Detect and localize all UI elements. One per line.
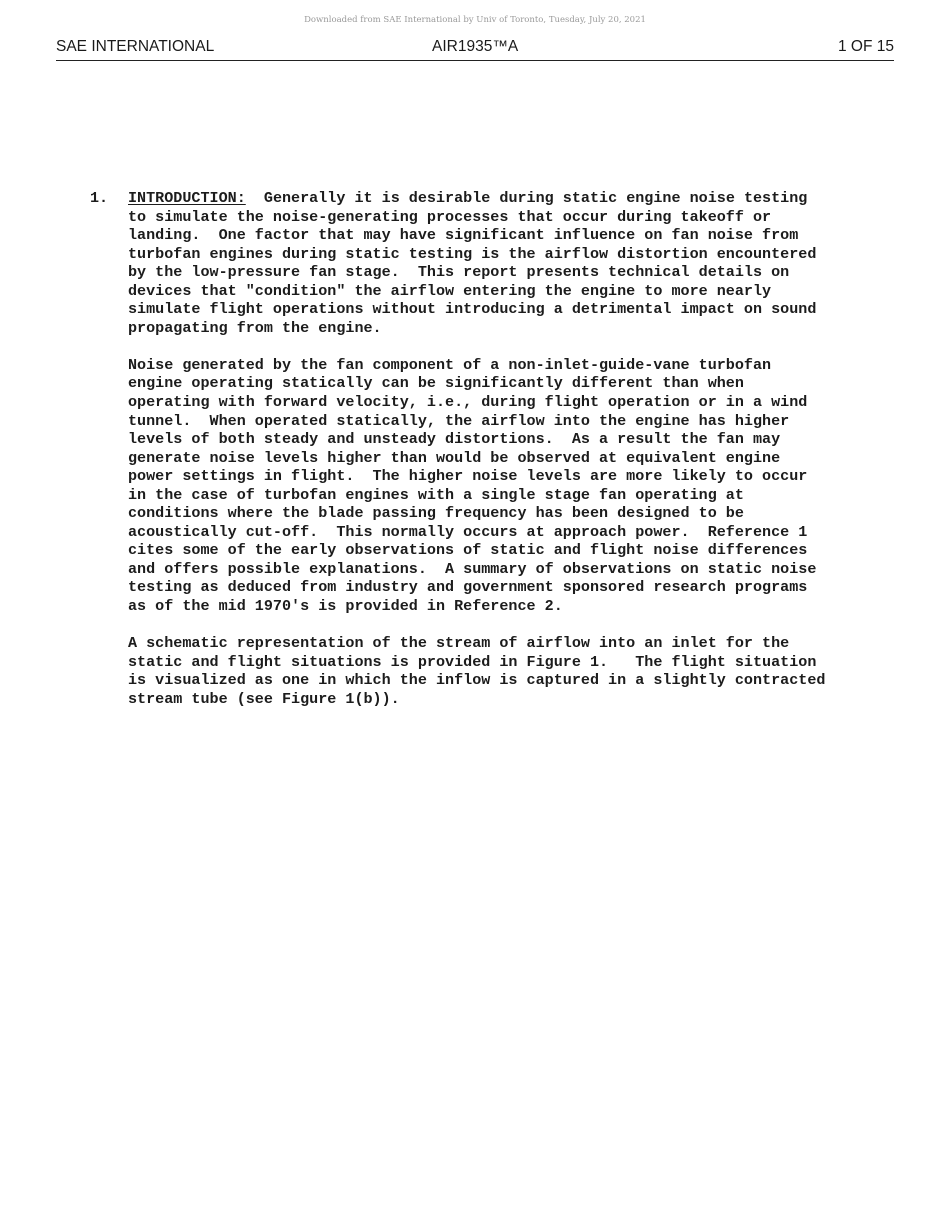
- paragraph-line: cites some of the early observations of static and flight noise differences: [128, 541, 808, 560]
- paragraph-line: acoustically cut-off. This normally occurs at approach power. Reference 1: [128, 522, 808, 541]
- intro-paragraph-3: [128, 634, 928, 708]
- paragraph-line: conditions where the blade passing frequency has been designed to be: [128, 504, 744, 523]
- intro-paragraph-1: [128, 189, 928, 337]
- paragraph-line: in the case of turbofan engines with a single stage fan operating at: [128, 485, 744, 504]
- publisher-name: SAE INTERNATIONAL: [56, 38, 215, 55]
- paragraph-line: simulate flight operations without introducing a detrimental impact on sound: [128, 300, 817, 319]
- paragraph-line: stream tube (see Figure 1(b)).: [128, 689, 400, 708]
- paragraph-line: devices that "condition" the airflow entering the engine to more nearly: [128, 281, 772, 300]
- paragraph-line: Noise generated by the fan component of a non-inlet-guide-vane turbofan: [128, 355, 772, 374]
- paragraph-line: generate noise levels higher than would be observed at equivalent engine: [128, 448, 781, 467]
- paragraph-line: propagating from the engine.: [128, 318, 382, 337]
- page-counter: 1 OF 15: [838, 38, 894, 55]
- paragraph-line: tunnel. When operated statically, the airflow into the engine has higher: [128, 411, 790, 430]
- paragraph-line: [128, 189, 928, 208]
- download-notice: Downloaded from SAE International by Univ of Toronto, Tuesday, July 20, 2021: [304, 15, 646, 25]
- paragraph-line: by the low-pressure fan stage. This report presents technical details on: [128, 263, 790, 282]
- page-header: [56, 38, 894, 61]
- paragraph-line: to simulate the noise-generating processes that occur during takeoff or: [128, 207, 772, 226]
- section-number: 1.: [90, 189, 109, 207]
- paragraph-line: turbofan engines during static testing is the airflow distortion encountered: [128, 244, 817, 263]
- paragraph-line: power settings in flight. The higher noise levels are more likely to occur: [128, 467, 808, 486]
- section-heading: INTRODUCTION:: [128, 189, 246, 207]
- paragraph-line: is visualized as one in which the inflow is captured in a slightly contracted: [128, 671, 826, 690]
- paragraph-line: as of the mid 1970's is provided in Reference 2.: [128, 597, 563, 616]
- paragraph-line: levels of both steady and unsteady distortions. As a result the fan may: [128, 430, 781, 449]
- paragraph-line: landing. One factor that may have significant influence on fan noise from: [128, 226, 799, 245]
- paragraph-line: static and flight situations is provided in Figure 1. The flight situation: [128, 652, 817, 671]
- paragraph-line-text: Generally it is desirable during static engine noise testing: [245, 189, 808, 207]
- paragraph-line: A schematic representation of the stream of airflow into an inlet for the: [128, 634, 790, 653]
- paragraph-line: and offers possible explanations. A summary of observations on static noise: [128, 559, 817, 578]
- introduction-section: [90, 189, 890, 727]
- intro-paragraph-2: [128, 356, 928, 616]
- paragraph-line: engine operating statically can be significantly different than when: [128, 374, 744, 393]
- paragraph-line: testing as deduced from industry and government sponsored research programs: [128, 578, 808, 597]
- paragraph-line: operating with forward velocity, i.e., during flight operation or in a wind: [128, 393, 808, 412]
- document-id: AIR1935™A: [432, 38, 519, 55]
